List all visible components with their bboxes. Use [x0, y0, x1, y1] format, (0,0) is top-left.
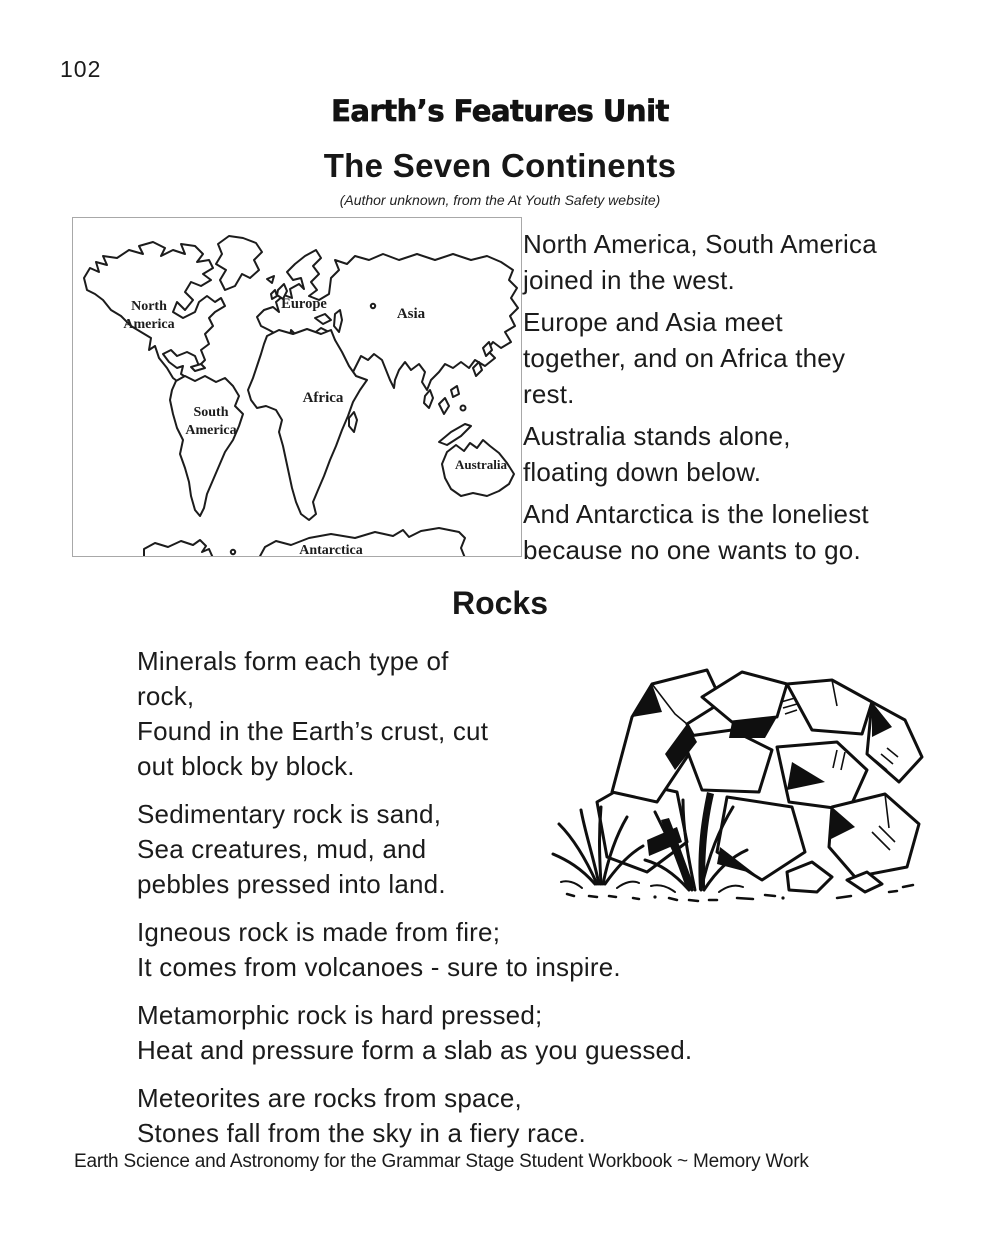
poem-line: floating down below. — [523, 457, 762, 487]
poem-line: Sedimentary rock is sand, — [137, 799, 442, 829]
map-label-north-america-line2: America — [123, 317, 175, 332]
poem-line: rock, — [137, 681, 195, 711]
ground-dot — [781, 896, 784, 899]
rock-bottom-right — [829, 794, 919, 877]
map-label-asia: Asia — [396, 306, 426, 322]
antarctica-islet — [231, 550, 235, 554]
island-taiwan — [473, 362, 482, 376]
poem-line: Australia stands alone, — [523, 421, 791, 451]
caspian-sea — [334, 310, 342, 332]
poem-line: Europe and Asia meet — [523, 307, 783, 337]
small-lake — [371, 304, 375, 308]
stanza — [523, 304, 877, 412]
rock-top-right — [787, 680, 872, 734]
poem-line: It comes from volcanoes - sure to inspire. — [137, 952, 621, 982]
stanza — [137, 1081, 692, 1151]
rock-front-small — [787, 862, 832, 892]
poem-line: joined in the west. — [523, 265, 735, 295]
poem-line: Found in the Earth’s crust, cut — [137, 716, 489, 746]
continents-section-title: The Seven Continents — [323, 147, 677, 184]
grass-blade — [600, 807, 602, 884]
grass-roots — [567, 894, 616, 897]
stanza — [523, 226, 877, 298]
new-guinea-outline — [439, 424, 471, 445]
south-america-outline — [170, 376, 243, 516]
poem-line: rest. — [523, 379, 575, 409]
poem-line: Metamorphic rock is hard pressed; — [137, 1000, 543, 1030]
rock-mid-center — [682, 730, 772, 792]
rocks-svg — [537, 642, 945, 910]
stanza — [137, 998, 692, 1068]
poem-line: because no one wants to go. — [523, 535, 861, 565]
poem-line: Sea creatures, mud, and — [137, 834, 427, 864]
continents-poem — [523, 226, 877, 574]
page-number: 102 — [60, 56, 102, 82]
unit-title: Earth’s Features Unit — [331, 94, 669, 128]
poem-line: together, and on Africa they — [523, 343, 846, 373]
map-label-south-america-line1: South — [193, 405, 229, 420]
antarctica-west — [144, 540, 213, 556]
grass-roots — [669, 898, 717, 901]
poem-line: North America, South America — [523, 229, 877, 259]
poem-line: Minerals form each type of — [137, 646, 449, 676]
poem-line: pebbles pressed into land. — [137, 869, 446, 899]
ground-dot — [653, 895, 656, 898]
iceland — [267, 276, 274, 283]
poem-line: Igneous rock is made from fire; — [137, 917, 501, 947]
poem-line: Meteorites are rocks from space, — [137, 1083, 522, 1113]
stanza — [523, 496, 877, 568]
map-label-south-america-line2: America — [185, 423, 237, 438]
rocks-section-title: Rocks — [451, 585, 549, 621]
ireland — [271, 290, 277, 299]
poem-line: out block by block. — [137, 751, 355, 781]
map-label-antarctica: Antarctica — [299, 543, 363, 556]
madagascar-outline — [349, 412, 357, 432]
world-map-svg — [73, 218, 521, 556]
world-map-figure — [72, 217, 522, 557]
island-sumatra — [424, 390, 433, 408]
rocks-illustration — [537, 642, 945, 910]
grass-tuft — [651, 885, 743, 892]
poem-line: And Antarctica is the loneliest — [523, 499, 869, 529]
greenland-outline — [216, 236, 262, 290]
small-island — [461, 406, 466, 411]
island-borneo — [439, 398, 449, 414]
caribbean-island — [191, 364, 205, 371]
grass-fill — [698, 792, 714, 890]
poem-line: Heat and pressure form a slab as you guessed. — [137, 1035, 693, 1065]
map-label-africa: Africa — [302, 390, 344, 406]
map-label-north-america-line1: North — [131, 299, 167, 314]
map-label-europe: Europe — [281, 296, 327, 312]
stanza — [137, 915, 692, 985]
island-philippines — [451, 386, 459, 397]
map-label-australia: Australia — [455, 457, 507, 472]
rock-top-middle — [702, 672, 787, 722]
attribution-line: (Author unknown, from the At Youth Safety website) — [339, 192, 661, 208]
stanza — [523, 418, 877, 490]
footer-caption: Earth Science and Astronomy for the Grammar Stage Student Workbook ~ Memory Work — [74, 1151, 809, 1172]
poem-line: Stones fall from the sky in a fiery race. — [137, 1118, 586, 1148]
